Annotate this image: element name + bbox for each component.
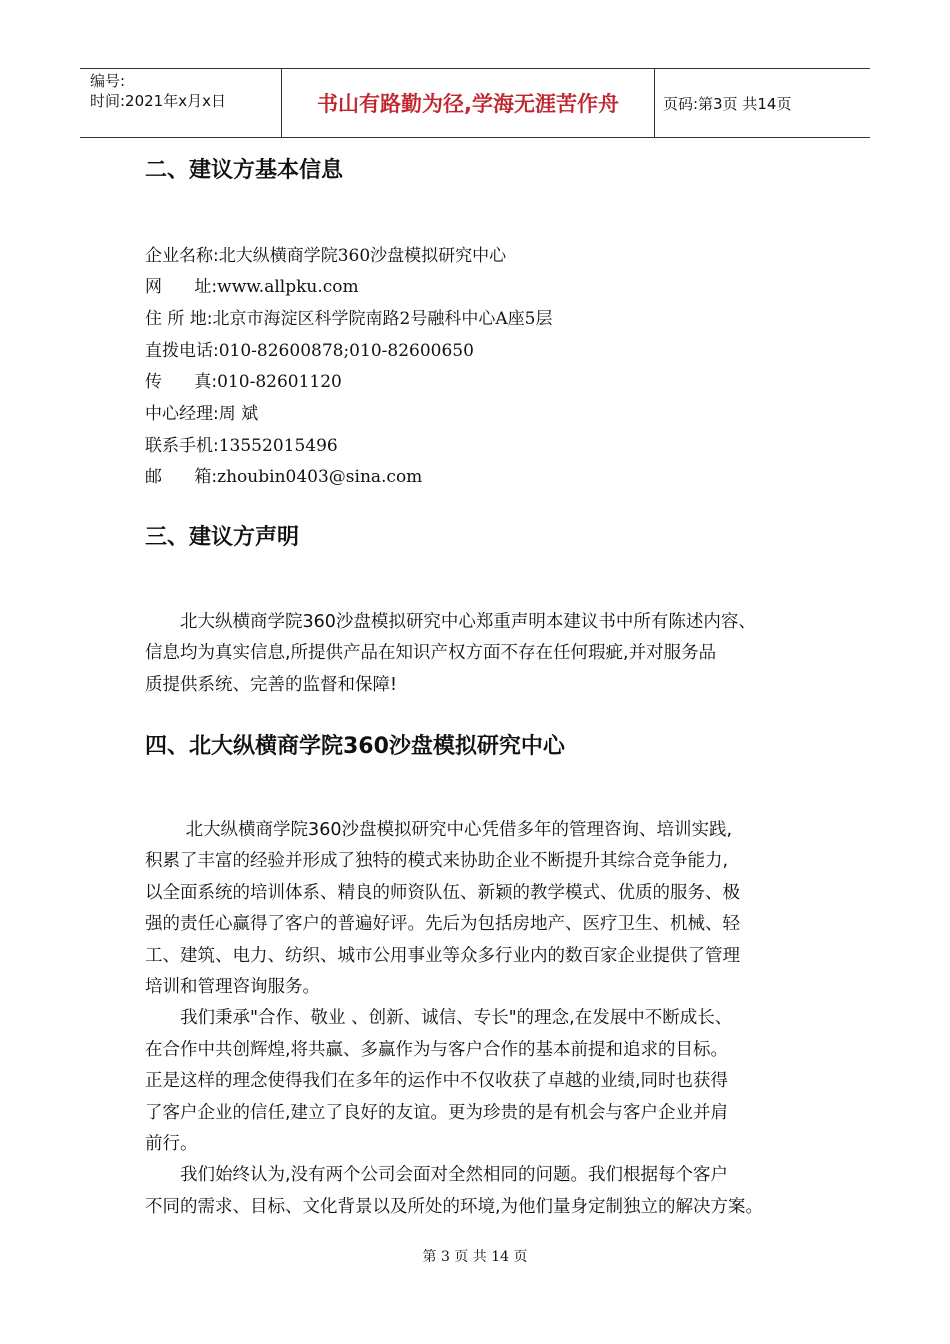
section-2-title: 二、建议方基本信息: [145, 158, 344, 183]
paragraph-line: 强的责任心赢得了客户的普遍好评。先后为包括房地产、医疗卫生、机械、轻: [145, 914, 740, 935]
paragraph-line: 积累了丰富的经验并形成了独特的模式来协助企业不断提升其综合竞争能力,: [145, 851, 729, 872]
paragraph-line: 质提供系统、完善的监督和保障!: [145, 674, 398, 695]
paragraph-line: 信息均为真实信息,所提供产品在知识产权方面不存在任何瑕疵,并对服务品: [145, 643, 717, 664]
info-label: 中心经理:: [145, 404, 219, 424]
document-number-label: 编号:: [90, 72, 126, 90]
header-motto-cell: [282, 69, 655, 137]
info-label: 直拨电话:: [145, 341, 219, 361]
info-label: 邮 箱:: [145, 467, 218, 487]
info-value: 13552015496: [218, 436, 338, 456]
section-4-title: 四、北大纵横商学院360沙盘模拟研究中心: [145, 734, 565, 759]
info-label: 联系手机:: [145, 436, 219, 456]
info-value: zhoubin0403@sina.com: [217, 467, 423, 487]
header-table: [80, 68, 870, 138]
paragraph-line: 工、建筑、电力、纺织、城市公用事业等众多行业内的数百家企业提供了管理: [145, 945, 740, 966]
paragraph-line: 培训和管理咨询服务。: [145, 977, 320, 998]
paragraph-line: 在合作中共创辉煌,将共赢、多赢作为与客户合作的基本前提和追求的目标。: [145, 1039, 729, 1060]
info-row-email: [145, 466, 422, 488]
info-value: 周 斌: [218, 404, 259, 424]
section-3-title: 三、建议方声明: [145, 525, 300, 550]
header-motto: 书山有路勤为径,学海无涯苦作舟: [317, 92, 619, 116]
paragraph-line: 前行。: [145, 1134, 198, 1155]
info-label: 企业名称:: [145, 246, 219, 266]
info-label: 网 址:: [145, 277, 218, 297]
info-label: 传 真:: [145, 372, 218, 392]
info-value: 北大纵横商学院360沙盘模拟研究中心: [218, 246, 507, 266]
info-value: www.allpku.com: [217, 277, 359, 297]
header-meta-cell: [80, 69, 282, 137]
declaration-paragraph: [145, 607, 835, 701]
header-page-info: 页码:第3页 共14页: [663, 95, 792, 113]
info-value: 北京市海淀区科学院南路2号融科中心A座5层: [212, 309, 553, 329]
paragraph-line: 正是这样的理念使得我们在多年的运作中不仅收获了卓越的业绩,同时也获得: [145, 1071, 729, 1092]
header-page-cell: [655, 69, 870, 137]
page-footer: 第 3 页 共 14 页: [422, 1249, 528, 1265]
info-value: 010-82600878;010-82600650: [218, 341, 474, 361]
info-row-company: [145, 245, 506, 267]
info-row-manager: [145, 403, 258, 425]
info-row-mobile: [145, 435, 338, 457]
info-row-fax: [145, 371, 342, 393]
info-value: 010-82601120: [217, 372, 342, 392]
document-time-label: 时间:2021年x月x日: [90, 92, 226, 110]
paragraph-line: 以全面系统的培训体系、精良的师资队伍、新颖的教学模式、优质的服务、极: [145, 882, 740, 903]
info-label: 住 所 地:: [145, 309, 213, 329]
paragraph-line: 我们秉承"合作、敬业 、创新、诚信、专长"的理念,在发展中不断成长、: [145, 1008, 733, 1029]
paragraph-line: 了客户企业的信任,建立了良好的友谊。更为珍贵的是有机会与客户企业并肩: [145, 1102, 729, 1123]
info-row-phone: [145, 340, 474, 362]
paragraph-line: 北大纵横商学院360沙盘模拟研究中心郑重声明本建议书中所有陈述内容、: [145, 612, 756, 632]
paragraph-line: 北大纵横商学院360沙盘模拟研究中心凭借多年的管理咨询、培训实践,: [145, 820, 733, 840]
paragraph-line: 不同的需求、目标、文化背景以及所处的环境,为他们量身定制独立的解决方案。: [145, 1196, 764, 1217]
intro-paragraph: [145, 815, 835, 1223]
info-row-address: [145, 308, 552, 330]
paragraph-line: 我们始终认为,没有两个公司会面对全然相同的问题。我们根据每个客户: [145, 1165, 729, 1186]
info-row-website: [145, 276, 359, 298]
